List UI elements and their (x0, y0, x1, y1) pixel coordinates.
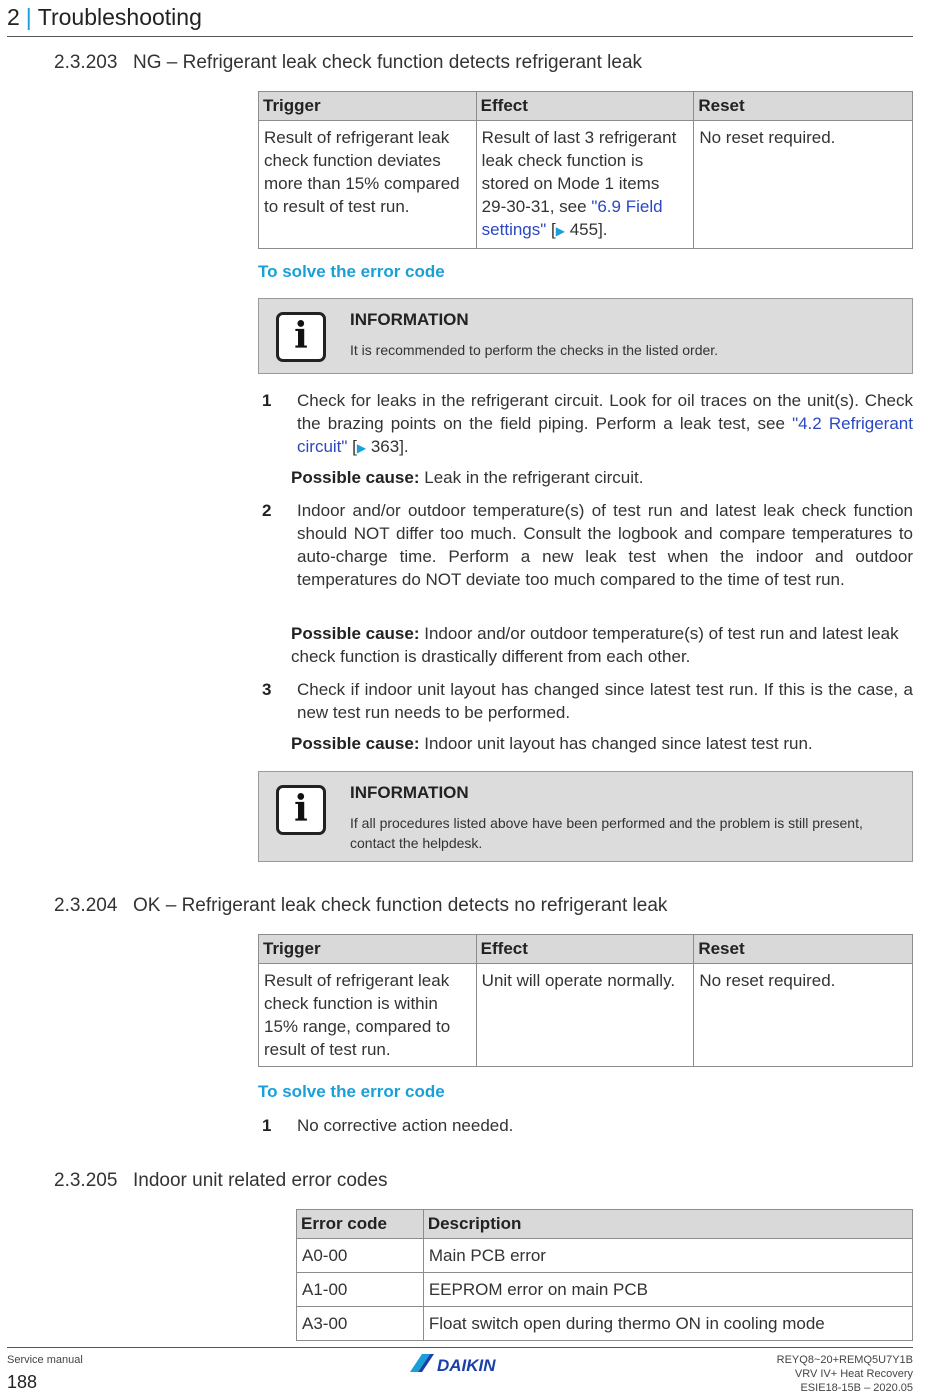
page-number: 188 (7, 1372, 38, 1392)
page-arrow-icon: ▶ (555, 224, 565, 238)
possible-cause (291, 732, 913, 755)
refrigerant-circuit-link[interactable]: "4.2 Refrigerant circuit" (297, 414, 913, 456)
info-text: It is recommended to perform the checks in the listed order. (350, 342, 719, 358)
info-heading: INFORMATION (350, 310, 469, 329)
step-item (262, 499, 913, 591)
step-number: 1 (262, 391, 272, 410)
step-text: No corrective action needed. (297, 1116, 514, 1135)
cause-text: Indoor and/or outdoor temperature(s) of test run and latest leak check function is drastically different from each other. (291, 624, 899, 666)
step-text: Indoor and/or outdoor temperature(s) of test run and latest leak check function should NOT differ too much. Consult the logbook and compare temperatures to auto-charge time. Perform a new leak test when the indoor and outdoor temperatures do NOT deviate too much compared to the time of test run. (297, 501, 913, 589)
column-header: Effect (476, 92, 694, 121)
information-icon: i (276, 312, 326, 362)
chapter-number: 2 (7, 4, 20, 30)
error-code-table (296, 1209, 913, 1341)
solve-heading: To solve the error code (258, 262, 445, 281)
step-body: Check for leaks in the refrigerant circuit. Look for oil traces on the unit(s). Check the brazing points on the field piping. Perform a leak test, see (297, 391, 913, 433)
section-number: 2.3.204 (54, 895, 118, 916)
page-ref-open: [ (546, 220, 556, 239)
section-title: OK – Refrigerant leak check function detects no refrigerant leak (133, 895, 668, 916)
page-arrow-icon: ▶ (356, 441, 367, 455)
trigger-effect-table-204 (258, 934, 913, 1067)
step-text: Check if indoor unit layout has changed since latest test run. If this is the case, a new test run needs to be performed. (297, 680, 913, 722)
step-number: 3 (262, 680, 272, 699)
reset-cell: No reset required. (694, 121, 913, 249)
possible-cause (291, 622, 913, 668)
step-text (297, 389, 913, 460)
section-heading-204 (54, 895, 667, 917)
product-line: VRV IV+ Heat Recovery (794, 1368, 913, 1380)
effect-text: Result of last 3 refrigerant leak check function is stored on Mode 1 items 29-30-31, see (481, 128, 677, 216)
document-info (777, 1353, 913, 1394)
error-code-cell: A3-00 (297, 1307, 424, 1341)
information-icon: i (276, 785, 326, 835)
cause-text: Indoor unit layout has changed since latest test run. (419, 734, 813, 753)
section-title: NG – Refrigerant leak check function detects refrigerant leak (133, 52, 643, 73)
table-row (259, 964, 913, 1067)
cause-label: Possible cause: (291, 468, 420, 487)
section-heading-205 (54, 1170, 388, 1192)
column-header: Reset (694, 92, 913, 121)
page-ref: 455]. (564, 220, 608, 239)
section-heading-203 (54, 52, 642, 74)
chapter-separator: | (25, 4, 32, 30)
step-number: 1 (262, 1116, 272, 1135)
daikin-logo (408, 1352, 518, 1376)
table-row (297, 1307, 913, 1341)
column-header: Trigger (259, 92, 477, 121)
document-code: ESIE18-15B – 2020.05 (800, 1382, 913, 1394)
step-number: 2 (262, 501, 272, 520)
trigger-effect-table-203 (258, 91, 913, 249)
trigger-cell: Result of refrigerant leak check function deviates more than 15% compared to result of test run. (259, 121, 477, 249)
table-row (297, 1239, 913, 1273)
reset-cell: No reset required. (694, 964, 913, 1067)
document-type: Service manual (7, 1354, 83, 1366)
section-number: 2.3.203 (54, 52, 118, 73)
page-ref-open: [ (347, 437, 357, 456)
cause-label: Possible cause: (291, 734, 420, 753)
error-code-cell: A1-00 (297, 1273, 424, 1307)
table-row (297, 1273, 913, 1307)
information-box (258, 298, 913, 374)
model-line: REYQ8~20+REMQ5U7Y1B (776, 1354, 913, 1366)
table-header-row (259, 935, 913, 964)
error-code-cell: A0-00 (297, 1239, 424, 1273)
effect-cell (476, 121, 694, 249)
column-header: Description (423, 1210, 912, 1239)
possible-cause (291, 466, 913, 489)
info-heading: INFORMATION (350, 783, 469, 802)
step-item (262, 389, 913, 460)
footer-divider (7, 1347, 913, 1348)
table-header-row (297, 1210, 913, 1239)
page-header (7, 4, 913, 37)
cause-text: Leak in the refrigerant circuit. (419, 468, 644, 487)
table-row (259, 121, 913, 249)
column-header: Trigger (259, 935, 477, 964)
description-cell: EEPROM error on main PCB (423, 1273, 912, 1307)
solve-heading: To solve the error code (258, 1082, 445, 1101)
field-settings-link[interactable]: "6.9 Field settings" (481, 197, 663, 239)
page-ref: 363]. (366, 437, 409, 456)
column-header: Error code (297, 1210, 424, 1239)
description-cell: Main PCB error (423, 1239, 912, 1273)
section-title: Indoor unit related error codes (133, 1170, 388, 1191)
chapter-title: Troubleshooting (37, 4, 202, 30)
description-cell: Float switch open during thermo ON in cooling mode (423, 1307, 912, 1341)
effect-cell: Unit will operate normally. (476, 964, 694, 1067)
trigger-cell: Result of refrigerant leak check function is within 15% range, compared to result of test run. (259, 964, 477, 1067)
cause-label: Possible cause: (291, 624, 420, 643)
column-header: Reset (694, 935, 913, 964)
section-number: 2.3.205 (54, 1170, 118, 1191)
step-item (262, 678, 913, 724)
column-header: Effect (476, 935, 694, 964)
step-item (262, 1114, 913, 1137)
table-header-row (259, 92, 913, 121)
info-text: If all procedures listed above have been performed and the problem is still present, contact the helpdesk. (350, 815, 863, 851)
logo-wordmark: DAIKIN (437, 1356, 496, 1375)
information-box (258, 771, 913, 862)
